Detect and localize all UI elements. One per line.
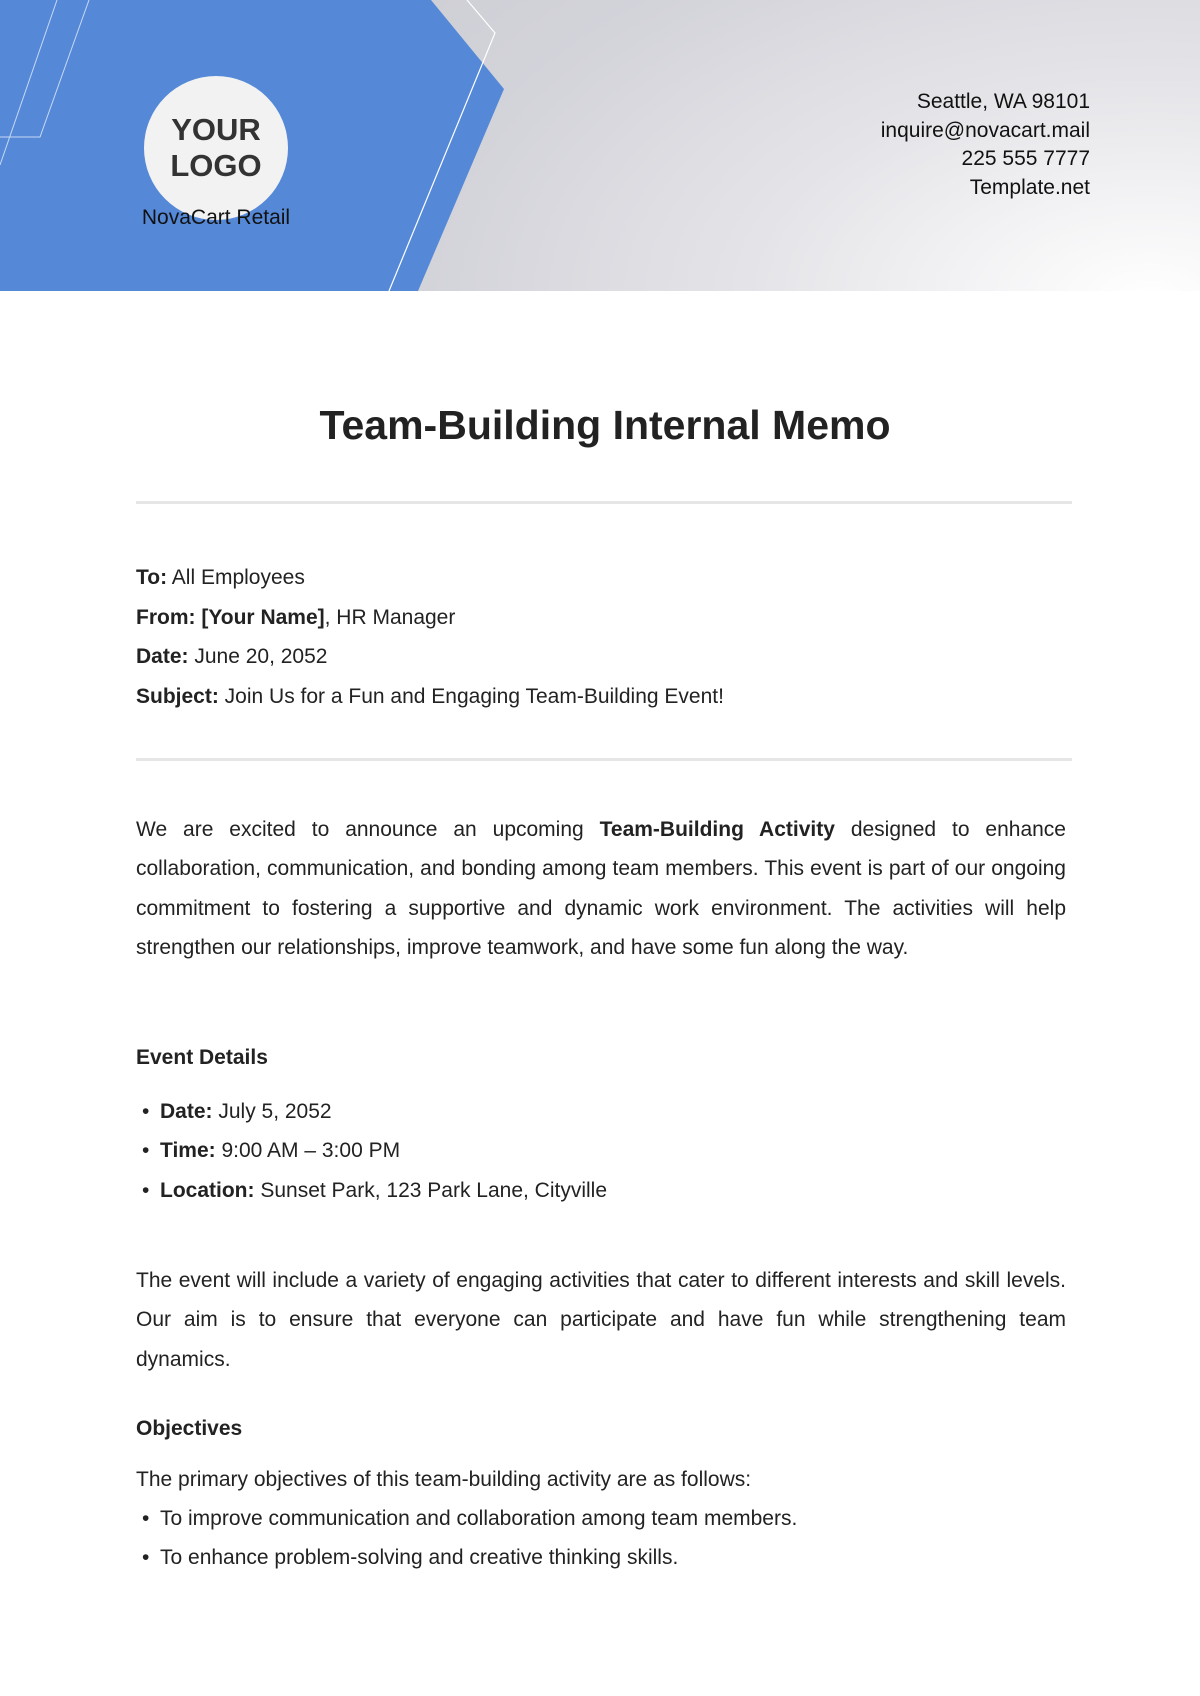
meta-subject	[136, 677, 724, 717]
list-item	[136, 1131, 1066, 1170]
value: Join Us for a Fun and Engaging Team-Building Event!	[218, 684, 724, 708]
label: Subject:	[136, 684, 219, 708]
memo-meta	[136, 558, 724, 716]
logo-text: YOUR	[171, 112, 261, 147]
page-title: Team-Building Internal Memo	[319, 402, 891, 448]
list-item: • To improve communication and collaboration among team members.	[136, 1499, 1066, 1538]
phone: 225 555 7777	[961, 147, 1090, 170]
event-details-list	[136, 1092, 1066, 1210]
list-item	[136, 1092, 1066, 1131]
website: Template.net	[969, 175, 1090, 199]
event-details-heading: Event Details	[136, 1046, 268, 1069]
company-name: NovaCart Retail	[141, 206, 291, 229]
intro-paragraph	[136, 810, 1066, 967]
text: Team-Building Activity	[599, 818, 835, 841]
label: Date:	[136, 645, 189, 668]
text: designed to enhance collaboration, communication, and bonding among team members. This event is part of our ongoing commitment to fostering a supportive and dynamic work environment. The activities will help strengthen our relationships, improve teamwork, and have some fun along the way.	[136, 818, 1066, 959]
objectives-heading: Objectives	[136, 1417, 243, 1440]
letterhead-banner	[0, 0, 1200, 291]
logo-text: LOGO	[170, 148, 262, 183]
activities-paragraph: The event will include a variety of engaging activities that cater to different interests and skill levels. Our aim is to ensure that everyone can participate and have fun while strengthening team dynamics.	[136, 1269, 1066, 1371]
address: Seattle, WA 98101	[916, 90, 1090, 113]
label: From:	[136, 605, 196, 629]
contact-info	[881, 88, 1090, 202]
value: June 20, 2052	[188, 645, 328, 668]
meta-date	[136, 637, 724, 677]
divider	[136, 501, 1072, 504]
objectives-list	[136, 1499, 1066, 1578]
label: Time:	[160, 1139, 216, 1163]
list-item: • To enhance problem-solving and creative thinking skills.	[136, 1538, 1066, 1577]
value: [Your Name]	[195, 605, 325, 629]
divider	[136, 758, 1072, 761]
label: Location:	[160, 1178, 255, 1202]
value: 9:00 AM – 3:00 PM	[215, 1139, 401, 1163]
meta-from	[136, 598, 724, 638]
value: July 5, 2052	[212, 1100, 332, 1123]
meta-to	[136, 558, 724, 598]
list-item	[136, 1171, 1066, 1210]
label: Date:	[160, 1100, 213, 1123]
text: We are excited to announce an upcoming	[136, 818, 600, 841]
email: inquire@novacart.mail	[880, 118, 1090, 142]
value: , HR Manager	[324, 605, 456, 629]
label: To:	[136, 566, 168, 589]
value: Sunset Park, 123 Park Lane, Cityville	[254, 1178, 608, 1202]
objectives-intro: The primary objectives of this team-building activity are as follows:	[136, 1468, 752, 1491]
value: All Employees	[167, 566, 305, 589]
logo-placeholder	[144, 76, 288, 220]
